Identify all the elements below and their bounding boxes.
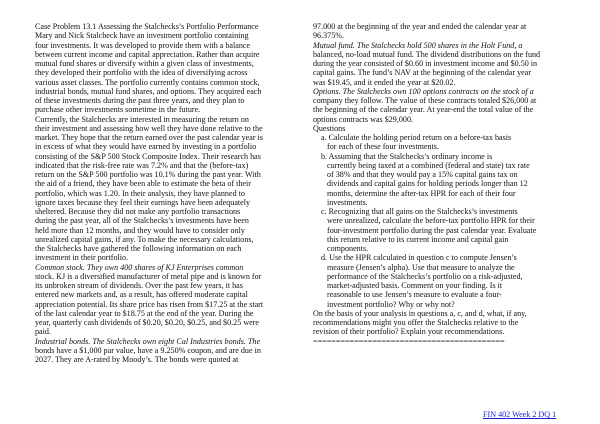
text-line: measure (Jensen’s alpha). Use that measure to analyze the bbox=[327, 262, 515, 272]
text-line: four investments. It was developed to provide them with a balance bbox=[35, 40, 251, 50]
text-line: capital gains. The fund’s NAV at the beginning of the calendar year bbox=[313, 68, 532, 78]
text-line: paid. bbox=[35, 327, 51, 337]
text-line: during the year consisted of $0.60 in investment income and $0.50 in bbox=[313, 59, 538, 68]
question-a: a. Calculate the holding period return on a before-tax basis bbox=[321, 133, 512, 142]
text-line: entered new markets and, as a result, has offered moderate capital bbox=[35, 290, 248, 300]
question-c: c. Recognizing that all gains on the Stalchecks’s investments bbox=[321, 207, 518, 216]
industrial-bonds-line: Industrial bonds. The Stalchecks own eight Cal Industries bonds. The bbox=[35, 336, 261, 346]
text-line: was $19.45, and it ended the year at $20.02. bbox=[313, 77, 456, 87]
text-line: of these investments during the past three years, and they plan to bbox=[35, 96, 245, 105]
case-title-line: Case Problem 13.1 Assessing the Stalchecks’s Portfolio Performance bbox=[35, 22, 259, 31]
text-line: ignore taxes because they feel their earnings have been adequately bbox=[35, 197, 251, 207]
footer-link[interactable]: FIN 402 Week 2 DQ 1 bbox=[483, 410, 557, 419]
mutual-fund-line: Mutual fund. The Stalchecks hold 500 shares in the Holt Fund, a bbox=[313, 40, 523, 50]
text-line: market-adjusted basis. Comment on your finding. Is it bbox=[327, 281, 503, 290]
text-line: 97.000 at the beginning of the year and ended the calendar year at bbox=[313, 22, 527, 31]
text-line: investment portfolio? Why or why not? bbox=[327, 299, 455, 309]
text-line: during the past year, all of the Stalchecks’s investments have been bbox=[35, 216, 249, 226]
text-line: its unbroken stream of dividends. Over the past few years, it has bbox=[35, 281, 243, 290]
text-line: stock. KJ is a diversified manufacturer of metal pipe and is known for bbox=[35, 271, 262, 281]
text-line: year, quarterly cash dividends of $0.20, $0.20, $0.25, and $0.25 were bbox=[35, 318, 259, 327]
text-line: the aid of a friend, they have been able to estimate the beta of their bbox=[35, 179, 251, 189]
text-line: the Stalchecks have gathered the following information on each bbox=[35, 244, 242, 253]
text-line: purchase other investments sometime in the future. bbox=[35, 105, 201, 115]
text-line: consisting of the S&P 500 Stock Composite Index. Their research has bbox=[35, 151, 261, 161]
text-line: company they follow. The value of these contracts totaled $26,000 at bbox=[313, 96, 537, 105]
text-line: the beginning of the calendar year. At year-end the total value of the bbox=[313, 105, 534, 115]
text-line: return on the S&P 500 portfolio was 10.1% during the past year. With bbox=[35, 170, 261, 179]
text-line: reasonable to use Jensen’s measure to evaluate a four- bbox=[327, 290, 502, 300]
text-line: for each of these four investments. bbox=[327, 142, 439, 152]
text-line: components. bbox=[327, 244, 369, 253]
text-line: 96.375%. bbox=[313, 31, 345, 41]
questions-heading: Questions bbox=[313, 123, 346, 133]
right-column bbox=[313, 22, 571, 346]
text-line: this return relative to its current income and capital gain bbox=[327, 234, 509, 244]
common-stock-line: Common stock. They own 400 shares of KJ Enterprises common bbox=[35, 262, 244, 272]
text-line: bonds have a $1,000 par value, have a 9.250% coupon, and are due in bbox=[35, 345, 261, 355]
text-line: were unrealized, calculate the before-tax portfolio HPR for their bbox=[327, 216, 535, 226]
text-line: revision of their portfolio? Explain your recommendations. bbox=[313, 327, 505, 337]
text-line: options contracts was $29,000. bbox=[313, 114, 414, 124]
text-line: sheltered. Because they did not make any portfolio transactions bbox=[35, 207, 241, 216]
text-line: investment in their portfolio. bbox=[35, 253, 129, 263]
text-line: performance of the Stalchecks’s portfolio on a risk-adjusted, bbox=[327, 271, 523, 281]
text-line: months, determine the after-tax HPR for each of their four bbox=[327, 188, 516, 198]
text-line: investments. bbox=[327, 197, 368, 207]
text-line: Currently, the Stalchecks are interested in measuring the return on bbox=[35, 114, 249, 124]
text-line: they developed their portfolio with the idea of diversifying across bbox=[35, 68, 248, 78]
text-line: between current income and capital appreciation. Rather than acquire bbox=[35, 49, 260, 59]
text-line: indicated that the risk-free rate was 7.2% and that the (before-tax) bbox=[35, 160, 249, 170]
text-line: Mary and Nick Stalcheck have an investment portfolio containing bbox=[35, 31, 249, 41]
text-line: recommendations might you offer the Stalchecks relative to the bbox=[313, 318, 519, 327]
text-line: unrealized capital gains, if any. To make the necessary calculations, bbox=[35, 234, 254, 244]
text-line: of the last calendar year to $18.75 at the end of the year. During the bbox=[35, 308, 254, 318]
text-line: in excess of what they would have earned by investing in a portfolio bbox=[35, 142, 257, 152]
separator-line: ========================================== bbox=[313, 336, 505, 346]
text-line: appreciation potential. Its share price has risen from $17.25 at the start bbox=[35, 299, 264, 309]
text-line: four-investment portfolio during the past calendar year. Evaluate bbox=[327, 225, 537, 235]
text-line: their investment and assessing how well they have done relative to the bbox=[35, 123, 263, 133]
text-line: 2027. They are A-rated by Moody’s. The bonds were quoted at bbox=[35, 355, 239, 364]
text-line: of 38% and that they would pay a 15% capital gains tax on bbox=[327, 170, 518, 179]
text-line: industrial bonds, mutual fund shares, and options. They acquired each bbox=[35, 86, 262, 96]
question-b: b. Assuming that the Stalchecks’s ordinary income is bbox=[321, 151, 493, 161]
text-line: currently being taxed at a combined (federal and state) tax rate bbox=[327, 160, 530, 170]
text-line: dividends and capital gains for holding periods longer than 12 bbox=[327, 179, 528, 189]
text-line: On the basis of your analysis in questions a, c, and d, what, if any, bbox=[313, 308, 527, 318]
options-line: Options. The Stalchecks own 100 options contracts on the stock of a bbox=[313, 86, 534, 96]
left-column bbox=[35, 22, 285, 364]
question-d: d. Use the HPR calculated in question c to compute Jensen’s bbox=[321, 253, 517, 263]
text-line: portfolio, which was 1.20. In their analysis, they have planned to bbox=[35, 188, 245, 198]
text-line: balanced, no-load mutual fund. The dividend distributions on the fund bbox=[313, 49, 541, 59]
text-line: various asset classes. The portfolio currently contains common stock, bbox=[35, 77, 260, 87]
text-line: mutual fund shares or diversify within a given class of investments, bbox=[35, 59, 254, 68]
text-line: held more than 12 months, and they would have to consider only bbox=[35, 225, 245, 235]
text-line: market. They hope that the return earned over the past calendar year is bbox=[35, 133, 263, 142]
